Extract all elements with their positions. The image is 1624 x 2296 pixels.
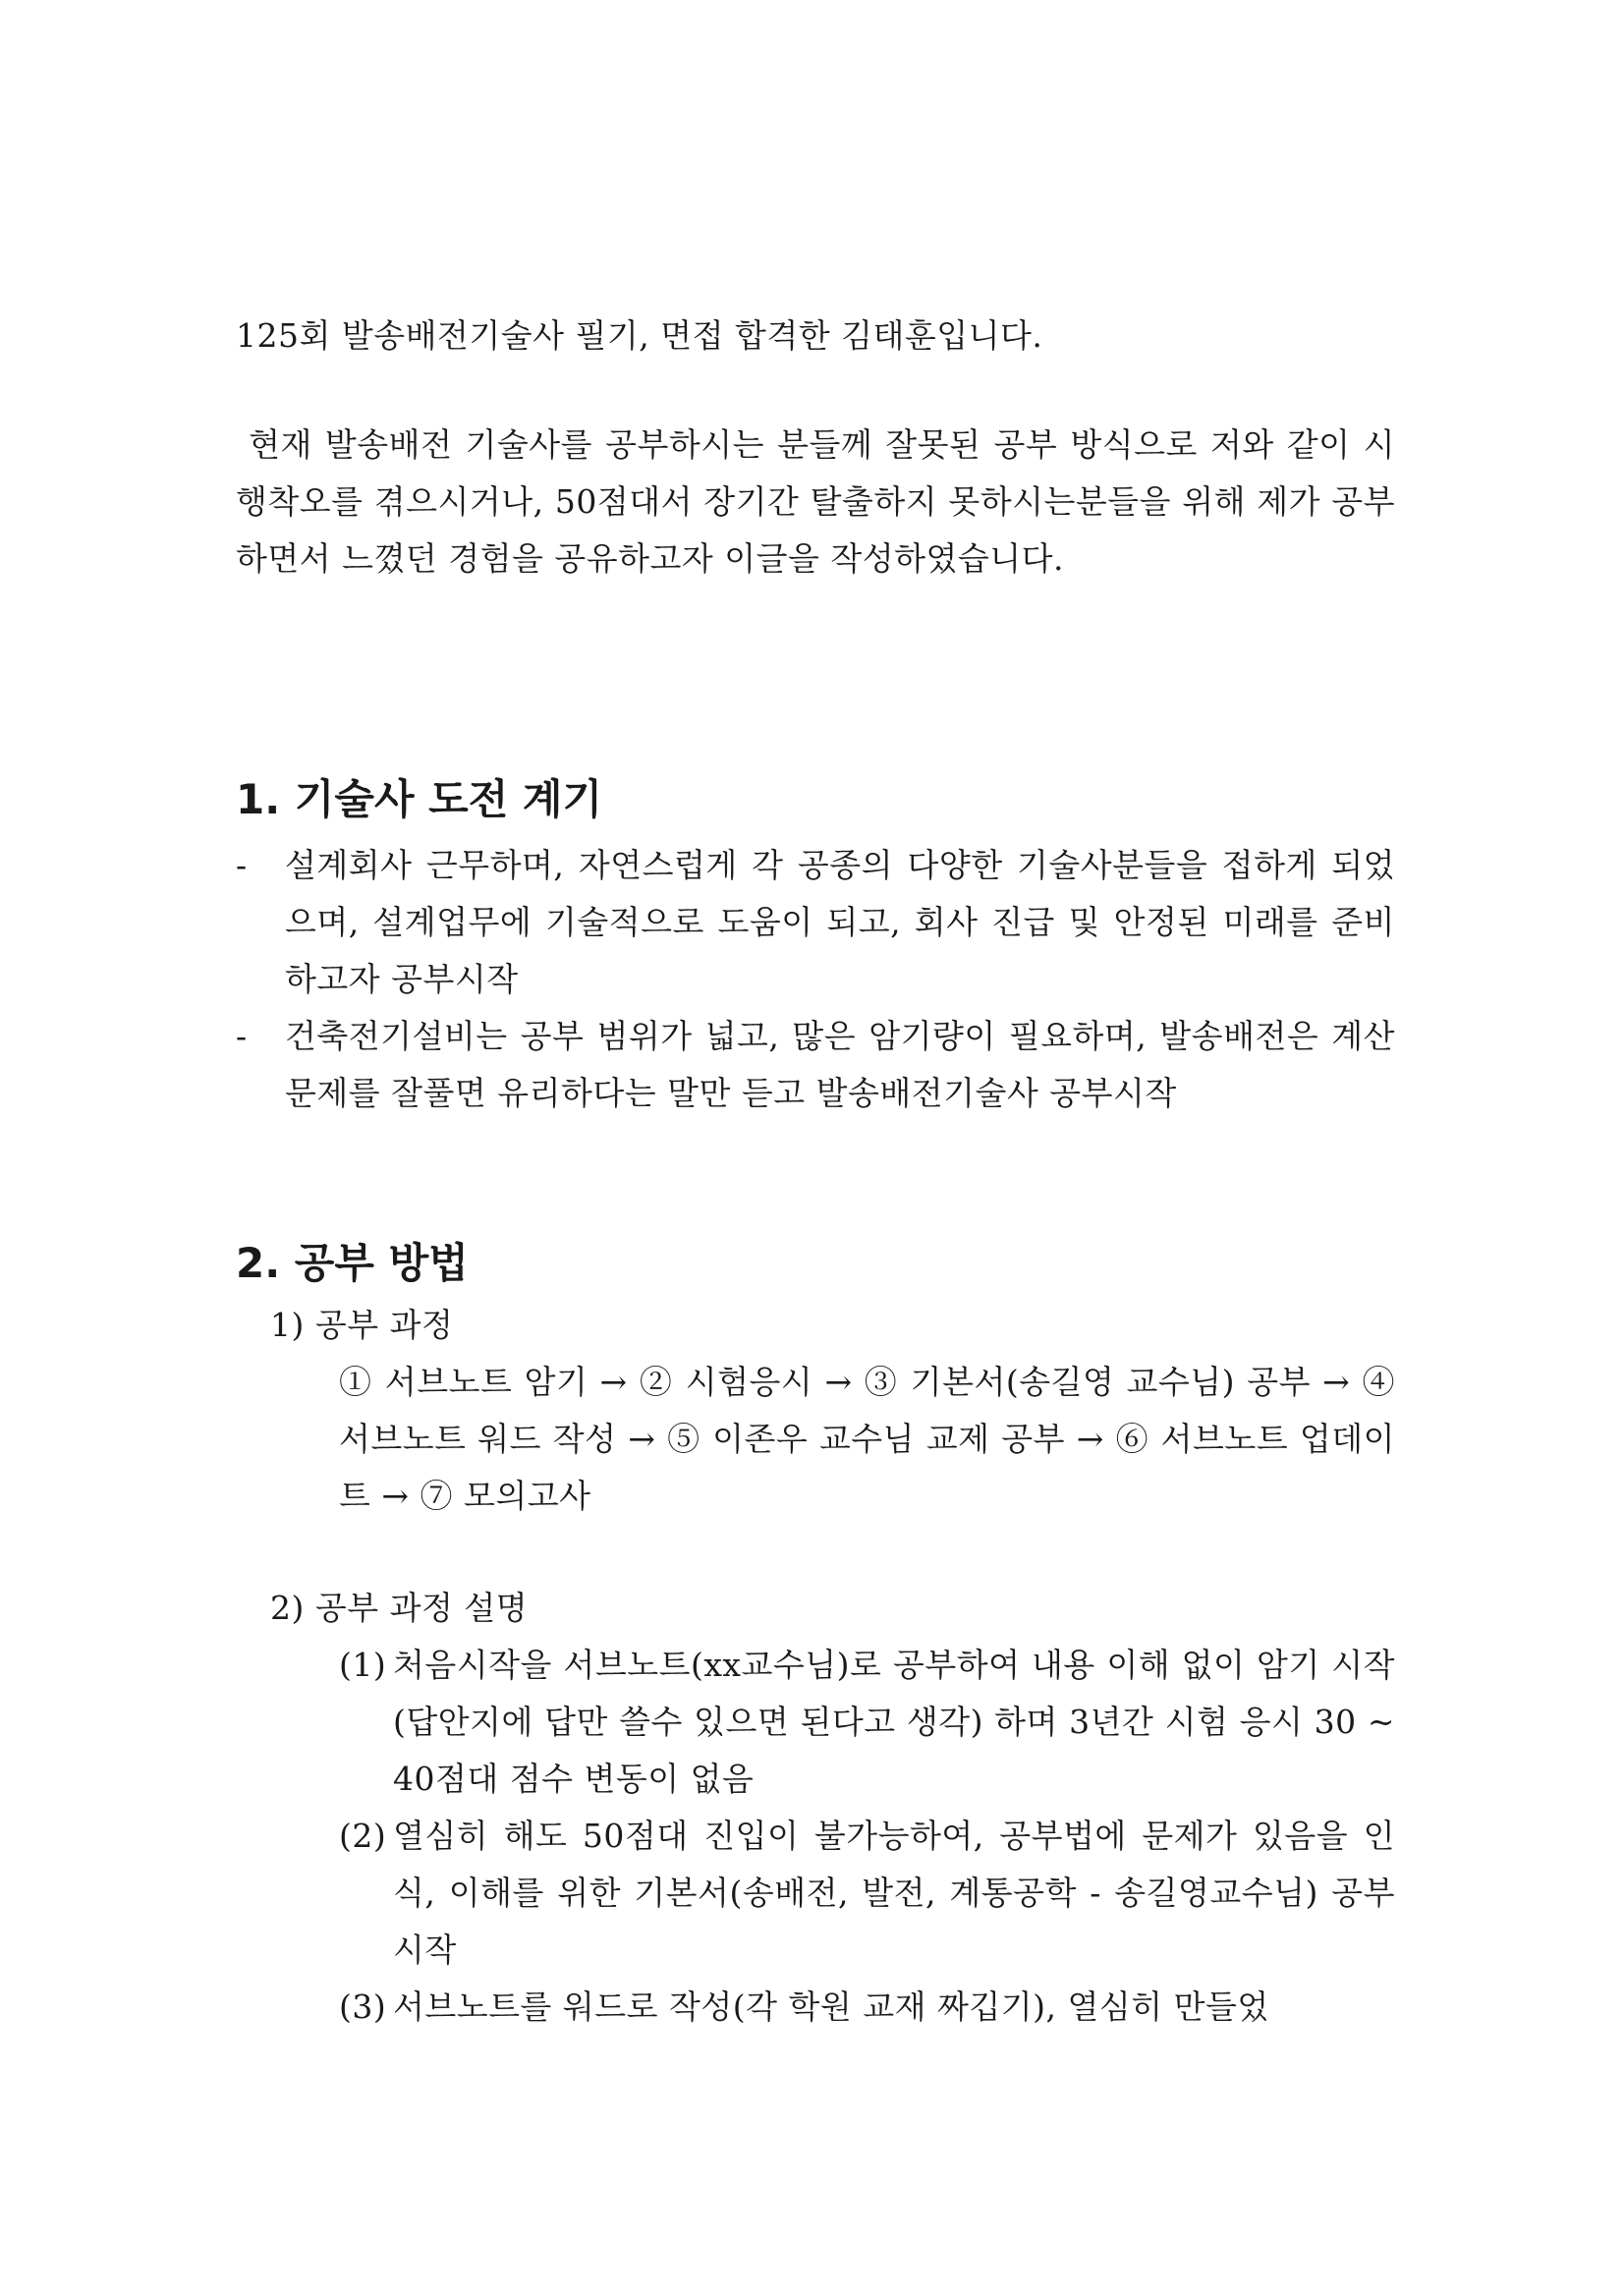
step-text: 서브노트를 워드로 작성(각 학원 교재 짜깁기), 열심히 만들었 (393, 1988, 1269, 2026)
bullet-marker: - (236, 1017, 248, 1055)
bullet-text: 건축전기설비는 공부 범위가 넓고, 많은 암기량이 필요하며, 발송배전은 계산 문제를 잘풀면 유리하다는 말만 듣고 발송배전기술사 공부시작 (285, 1017, 1395, 1112)
study-flow: ① 서브노트 암기 → ② 시험응시 → ③ 기본서(송길영 교수님) 공부 → ④ 서브노트 워드 작성 → ⑤ 이존우 교수님 교제 공부 → ⑥ 서브노트 업데이트 → ⑦ 모의고사 (339, 1363, 1395, 1515)
section-1-heading: 1. 기술사 도전 계기 (236, 775, 603, 823)
step-number: (3) (339, 1988, 387, 2026)
bullet-text: 설계회사 근무하며, 자연스럽게 각 공종의 다양한 기술사분들을 접하게 되었으며, 설계업무에 기술적으로 도움이 되고, 회사 진급 및 안정된 미래를 준비하고자 공부시작 (285, 846, 1395, 998)
intro-paragraph (236, 417, 1395, 588)
step-item (339, 1637, 1395, 1808)
bullet-marker: - (236, 846, 248, 884)
step-text: 처음시작을 서브노트(xx교수님)로 공부하여 내용 이해 없이 암기 시작 (답안지에 답만 쓸수 있으면 된다고 생각) 하며 3년간 시험 응시 30 ~ 40점대 점수 변동이 없음 (393, 1646, 1395, 1798)
bullet-item (236, 1008, 1395, 1122)
subsection-1-title: 1) 공부 과정 (270, 1306, 454, 1344)
bullet-item (236, 837, 1395, 1008)
study-steps (339, 1637, 1395, 2036)
step-number: (2) (339, 1817, 387, 1855)
step-number: (1) (339, 1646, 387, 1684)
intro-line: 125회 발송배전기술사 필기, 면접 합격한 김태훈입니다. (236, 316, 1043, 355)
subsection-2-title: 2) 공부 과정 설명 (270, 1589, 529, 1627)
intro-paragraph-text: 현재 발송배전 기술사를 공부하시는 분들께 잘못된 공부 방식으로 저와 같이 시행착오를 겪으시거나, 50점대서 장기간 탈출하지 못하시는분들을 위해 제가 공부하면서 느꼈던 경험을 공유하고자 이글을 작성하였습니다. (236, 425, 1395, 578)
step-text: 열심히 해도 50점대 진입이 불가능하여, 공부법에 문제가 있음을 인식, 이해를 위한 기본서(송배전, 발전, 계통공학 - 송길영교수님) 공부 시작 (393, 1817, 1395, 1969)
step-item (339, 1979, 1395, 2036)
section-1-bullets (236, 837, 1395, 1122)
section-2-heading: 2. 공부 방법 (236, 1239, 469, 1287)
step-item (339, 1808, 1395, 1979)
